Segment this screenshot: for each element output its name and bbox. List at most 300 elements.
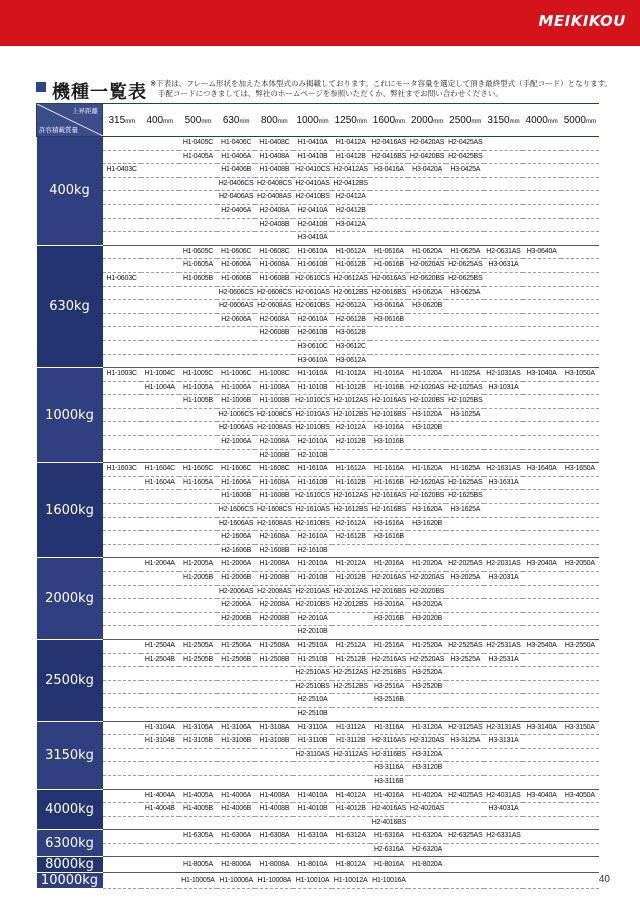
model-cell — [217, 218, 255, 232]
model-cell — [179, 694, 217, 708]
model-cell: H2-2525AS — [446, 639, 484, 653]
model-cell: H3-0620B — [408, 300, 446, 314]
table-row — [37, 572, 600, 586]
model-cell: H2-1016BS — [370, 408, 408, 422]
model-cell — [332, 694, 370, 708]
load-capacity-cell: 3150kg — [37, 721, 103, 789]
model-cell — [484, 327, 522, 341]
model-cell: H2-0612A — [332, 300, 370, 314]
model-cell: H2-1608CS — [255, 504, 293, 518]
model-cell — [141, 245, 179, 259]
model-cell: H2-0606AS — [217, 300, 255, 314]
model-cell: H3-0420A — [408, 164, 446, 178]
model-cell: H1-0605C — [179, 245, 217, 259]
model-cell: H1-8005A — [179, 857, 217, 873]
model-cell — [561, 177, 599, 191]
model-cell: H1-1012A — [332, 368, 370, 382]
model-cell — [370, 218, 408, 232]
column-unit: mm — [356, 118, 367, 125]
model-cell: H3-1616A — [370, 517, 408, 531]
model-cell: H1-2506A — [217, 639, 255, 653]
load-capacity-cell: 4000kg — [37, 789, 103, 830]
column-unit: mm — [163, 118, 174, 125]
table-row — [37, 504, 600, 518]
model-cell: H1-1006C — [217, 368, 255, 382]
model-cell: H1-4008A — [255, 789, 293, 803]
model-cell: H2-2010AS — [293, 585, 331, 599]
table-row — [37, 245, 600, 259]
model-cell — [523, 476, 561, 490]
model-cell: H1-2508A — [255, 639, 293, 653]
column-value: 4000 — [525, 114, 548, 126]
model-cell: H2-4025AS — [446, 789, 484, 803]
model-cell: H3-1031A — [484, 381, 522, 395]
model-cell — [179, 626, 217, 640]
model-cell: H2-1610A — [293, 531, 331, 545]
model-cell — [217, 707, 255, 721]
model-cell — [561, 585, 599, 599]
model-cell — [484, 680, 522, 694]
model-cell: H1-1625A — [446, 463, 484, 477]
model-cell: H2-0425AS — [446, 137, 484, 151]
model-cell — [255, 748, 293, 762]
model-cell — [141, 612, 179, 626]
model-cell: H1-4006A — [217, 789, 255, 803]
model-cell — [446, 300, 484, 314]
model-cell: H3-3120A — [408, 748, 446, 762]
table-header-row — [37, 104, 600, 137]
table-body — [37, 137, 600, 889]
model-cell — [523, 449, 561, 463]
model-cell: H3-0640A — [523, 245, 561, 259]
model-cell: H1-6305A — [179, 830, 217, 844]
model-cell: H2-2008A — [255, 599, 293, 613]
model-cell: H1-8008A — [255, 857, 293, 873]
table-row — [37, 300, 600, 314]
model-cell: H2-3112AS — [332, 748, 370, 762]
model-cell: H1-0408C — [255, 137, 293, 151]
model-cell: H1-8016A — [370, 857, 408, 873]
model-cell: H1-0410B — [293, 150, 331, 164]
model-cell — [484, 517, 522, 531]
model-cell: H1-0608B — [255, 272, 293, 286]
table-row — [37, 612, 600, 626]
model-cell: H2-1010AS — [293, 408, 331, 422]
model-cell: H1-10005A — [179, 873, 217, 889]
table-row — [37, 422, 600, 436]
model-cell — [141, 843, 179, 857]
table-row — [37, 463, 600, 477]
column-header — [446, 104, 484, 137]
model-cell — [484, 585, 522, 599]
model-cell — [141, 408, 179, 422]
model-cell: H1-2008B — [255, 572, 293, 586]
model-cell — [523, 218, 561, 232]
model-cell: H3-3150A — [561, 721, 599, 735]
model-cell: H2-1016AS — [370, 395, 408, 409]
model-cell: H2-0625BS — [446, 272, 484, 286]
column-unit: mm — [586, 118, 596, 125]
column-value: 1250 — [334, 114, 357, 126]
model-cell — [103, 259, 141, 273]
model-cell: H3-2525A — [446, 653, 484, 667]
column-value: 400 — [146, 114, 164, 126]
model-cell: H3-2020B — [408, 612, 446, 626]
model-cell: H2-1608A — [255, 531, 293, 545]
model-cell — [217, 775, 255, 789]
model-cell — [103, 762, 141, 776]
model-cell: H2-2516BS — [370, 667, 408, 681]
model-cell — [179, 707, 217, 721]
model-cell — [561, 137, 599, 151]
model-cell: H1-2516A — [370, 639, 408, 653]
model-cell — [103, 327, 141, 341]
model-cell — [179, 775, 217, 789]
model-cell: H2-0410A — [293, 204, 331, 218]
model-cell: H1-1616B — [370, 476, 408, 490]
model-cell: H1-1605A — [179, 476, 217, 490]
model-cell: H2-0612BS — [332, 286, 370, 300]
model-cell — [217, 816, 255, 830]
model-cell — [255, 680, 293, 694]
model-cell — [446, 857, 484, 873]
table-row — [37, 803, 600, 817]
model-cell — [179, 218, 217, 232]
model-cell — [179, 300, 217, 314]
model-cell — [446, 843, 484, 857]
model-cell — [103, 789, 141, 803]
model-cell: H2-0620BS — [408, 272, 446, 286]
model-cell — [446, 449, 484, 463]
model-cell — [103, 857, 141, 873]
model-cell — [103, 245, 141, 259]
model-cell — [255, 354, 293, 368]
model-cell: H2-1020BS — [408, 395, 446, 409]
model-cell: H1-4006B — [217, 803, 255, 817]
model-cell — [103, 422, 141, 436]
model-cell: H1-1603C — [103, 463, 141, 477]
model-cell — [484, 422, 522, 436]
model-cell — [523, 735, 561, 749]
model-cell: H1-8010A — [293, 857, 331, 873]
model-cell — [484, 490, 522, 504]
model-cell — [523, 857, 561, 873]
model-cell: H2-6325AS — [446, 830, 484, 844]
model-cell — [408, 873, 446, 889]
model-cell — [523, 204, 561, 218]
column-header — [332, 104, 370, 137]
model-cell — [484, 504, 522, 518]
table-row — [37, 395, 600, 409]
model-cell — [103, 707, 141, 721]
table-row — [37, 626, 600, 640]
model-cell — [561, 707, 599, 721]
model-cell — [370, 340, 408, 354]
model-cell: H2-2010B — [293, 626, 331, 640]
model-cell — [408, 707, 446, 721]
model-cell — [446, 327, 484, 341]
model-cell — [561, 694, 599, 708]
model-cell — [103, 626, 141, 640]
model-cell — [408, 775, 446, 789]
model-cell — [561, 626, 599, 640]
model-cell: H2-2510AS — [293, 667, 331, 681]
model-cell: H2-0420BS — [408, 150, 446, 164]
column-header — [217, 104, 255, 137]
model-cell: H3-0625A — [446, 286, 484, 300]
model-cell: H3-1616B — [370, 531, 408, 545]
model-cell — [408, 232, 446, 246]
model-cell: H2-0410AS — [293, 177, 331, 191]
model-cell — [179, 762, 217, 776]
model-cell — [255, 775, 293, 789]
table-row — [37, 436, 600, 450]
model-cell — [523, 422, 561, 436]
table-row — [37, 558, 600, 572]
model-cell — [484, 191, 522, 205]
model-cell — [484, 775, 522, 789]
model-cell: H2-0616AS — [370, 272, 408, 286]
model-cell — [446, 803, 484, 817]
load-capacity-cell: 1000kg — [37, 368, 103, 463]
model-cell — [103, 286, 141, 300]
model-table — [36, 103, 599, 889]
model-cell: H2-0606A — [217, 313, 255, 327]
model-cell: H2-1610B — [293, 544, 331, 558]
model-cell — [141, 680, 179, 694]
model-cell: H3-2516A — [370, 680, 408, 694]
model-cell — [523, 504, 561, 518]
model-cell — [523, 517, 561, 531]
model-cell: H3-1020B — [408, 422, 446, 436]
model-cell: H1-6310A — [293, 830, 331, 844]
model-cell — [179, 408, 217, 422]
model-cell: H2-1012BS — [332, 408, 370, 422]
model-cell: H2-1606CS — [217, 504, 255, 518]
model-cell: H2-0616BS — [370, 286, 408, 300]
model-cell — [408, 816, 446, 830]
model-cell — [523, 694, 561, 708]
model-cell — [179, 585, 217, 599]
model-cell — [141, 775, 179, 789]
load-capacity-cell: 1600kg — [37, 463, 103, 558]
model-cell — [561, 599, 599, 613]
model-cell — [103, 504, 141, 518]
model-cell — [141, 177, 179, 191]
model-cell — [141, 667, 179, 681]
model-cell — [446, 762, 484, 776]
corner-bottom-label: 許容積載質量 — [39, 127, 78, 134]
model-cell: H1-1608C — [255, 463, 293, 477]
model-cell — [523, 408, 561, 422]
model-cell — [523, 531, 561, 545]
model-cell: H2-2512BS — [332, 680, 370, 694]
model-cell: H2-2020AS — [408, 572, 446, 586]
model-cell — [103, 653, 141, 667]
model-cell — [561, 286, 599, 300]
model-cell: H3-2025A — [446, 572, 484, 586]
model-cell — [141, 490, 179, 504]
table-row — [37, 680, 600, 694]
model-cell — [141, 218, 179, 232]
model-cell: H1-1616A — [370, 463, 408, 477]
model-cell: H1-1606A — [217, 476, 255, 490]
model-cell: H2-2012BS — [332, 599, 370, 613]
model-cell: H1-2010B — [293, 572, 331, 586]
model-cell: H3-0410A — [293, 232, 331, 246]
model-cell: H1-3112B — [332, 735, 370, 749]
model-cell: H1-0606A — [217, 259, 255, 273]
model-cell — [484, 286, 522, 300]
model-cell — [523, 816, 561, 830]
model-cell — [179, 436, 217, 450]
table-row — [37, 517, 600, 531]
table-row — [37, 816, 600, 830]
model-cell: H3-2520A — [408, 667, 446, 681]
model-cell: H1-1608B — [255, 490, 293, 504]
model-cell: H3-1016B — [370, 436, 408, 450]
model-cell: H3-1040A — [523, 368, 561, 382]
model-cell: H3-1625A — [446, 504, 484, 518]
table-row — [37, 232, 600, 246]
model-cell: H1-0610A — [293, 245, 331, 259]
model-cell — [103, 775, 141, 789]
model-cell — [293, 816, 331, 830]
model-cell — [179, 164, 217, 178]
column-value: 3150 — [487, 114, 510, 126]
model-cell: H3-3131A — [484, 735, 522, 749]
model-cell — [561, 544, 599, 558]
model-cell: H1-1606C — [217, 463, 255, 477]
table-row — [37, 286, 600, 300]
model-cell — [446, 667, 484, 681]
model-cell: H3-1016A — [370, 422, 408, 436]
model-cell: H1-1025A — [446, 368, 484, 382]
model-cell: H1-2016A — [370, 558, 408, 572]
model-cell: H3-2516B — [370, 694, 408, 708]
model-cell: H1-1604C — [141, 463, 179, 477]
model-cell: H2-1608B — [255, 544, 293, 558]
table-row — [37, 368, 600, 382]
model-cell: H2-3116BS — [370, 748, 408, 762]
model-cell — [217, 340, 255, 354]
model-cell: H2-0412BS — [332, 177, 370, 191]
model-cell — [141, 395, 179, 409]
model-cell — [523, 762, 561, 776]
model-cell: H1-4005B — [179, 803, 217, 817]
model-cell: H2-0612B — [332, 313, 370, 327]
model-cell — [561, 748, 599, 762]
model-cell: H2-4020AS — [408, 803, 446, 817]
model-cell — [141, 694, 179, 708]
column-value: 800 — [261, 114, 278, 126]
model-cell — [561, 232, 599, 246]
header-bar — [0, 0, 640, 46]
table-row — [37, 381, 600, 395]
model-cell: H1-3106A — [217, 721, 255, 735]
model-cell — [217, 232, 255, 246]
model-cell — [179, 517, 217, 531]
table-row — [37, 137, 600, 151]
load-capacity-cell: 630kg — [37, 245, 103, 367]
model-cell — [523, 340, 561, 354]
model-cell: H1-2520A — [408, 639, 446, 653]
model-cell: H2-0606CS — [217, 286, 255, 300]
model-cell: H1-1610A — [293, 463, 331, 477]
model-cell — [561, 504, 599, 518]
model-cell: H1-0608C — [255, 245, 293, 259]
model-cell — [523, 354, 561, 368]
model-cell: H2-1012A — [332, 422, 370, 436]
model-cell — [523, 707, 561, 721]
model-cell: H2-0610AS — [293, 286, 331, 300]
model-cell: H2-1606A — [217, 531, 255, 545]
model-cell: H3-2520B — [408, 680, 446, 694]
model-cell: H2-1620AS — [408, 476, 446, 490]
model-cell — [484, 762, 522, 776]
model-cell: H1-10006A — [217, 873, 255, 889]
model-cell: H1-3112A — [332, 721, 370, 735]
model-cell — [561, 680, 599, 694]
model-cell: H1-1612B — [332, 476, 370, 490]
table-row — [37, 204, 600, 218]
model-cell — [484, 816, 522, 830]
model-cell: H1-6308A — [255, 830, 293, 844]
column-unit: mm — [277, 118, 288, 125]
model-cell: H2-0608A — [255, 313, 293, 327]
model-cell: H3-1631A — [484, 476, 522, 490]
model-cell — [446, 191, 484, 205]
model-cell — [179, 544, 217, 558]
model-cell: H1-1612A — [332, 463, 370, 477]
model-cell: H1-0605B — [179, 272, 217, 286]
model-cell — [217, 762, 255, 776]
model-cell — [523, 259, 561, 273]
model-cell — [484, 873, 522, 889]
table-row — [37, 653, 600, 667]
model-cell: H1-8012A — [332, 857, 370, 873]
model-cell — [255, 816, 293, 830]
model-cell — [523, 300, 561, 314]
title-bullet-icon — [36, 82, 46, 92]
model-cell — [484, 395, 522, 409]
model-cell: H3-0610A — [293, 354, 331, 368]
model-cell — [255, 667, 293, 681]
model-cell — [561, 150, 599, 164]
model-cell — [446, 340, 484, 354]
model-cell — [141, 300, 179, 314]
model-cell: H1-4010B — [293, 803, 331, 817]
column-unit: mm — [547, 118, 558, 125]
model-cell — [523, 626, 561, 640]
model-cell — [446, 436, 484, 450]
model-cell — [523, 803, 561, 817]
model-cell: H1-1005C — [179, 368, 217, 382]
model-cell: H1-0625A — [446, 245, 484, 259]
model-cell — [523, 748, 561, 762]
model-cell: H1-3104B — [141, 735, 179, 749]
model-cell: H2-3131AS — [484, 721, 522, 735]
model-cell — [484, 694, 522, 708]
model-cell — [179, 340, 217, 354]
column-unit: mm — [471, 118, 482, 125]
model-cell: H3-0610C — [293, 340, 331, 354]
model-cell — [103, 476, 141, 490]
model-cell: H1-0608A — [255, 259, 293, 273]
model-cell — [141, 327, 179, 341]
model-cell — [523, 150, 561, 164]
model-cell: H2-0410CS — [293, 164, 331, 178]
